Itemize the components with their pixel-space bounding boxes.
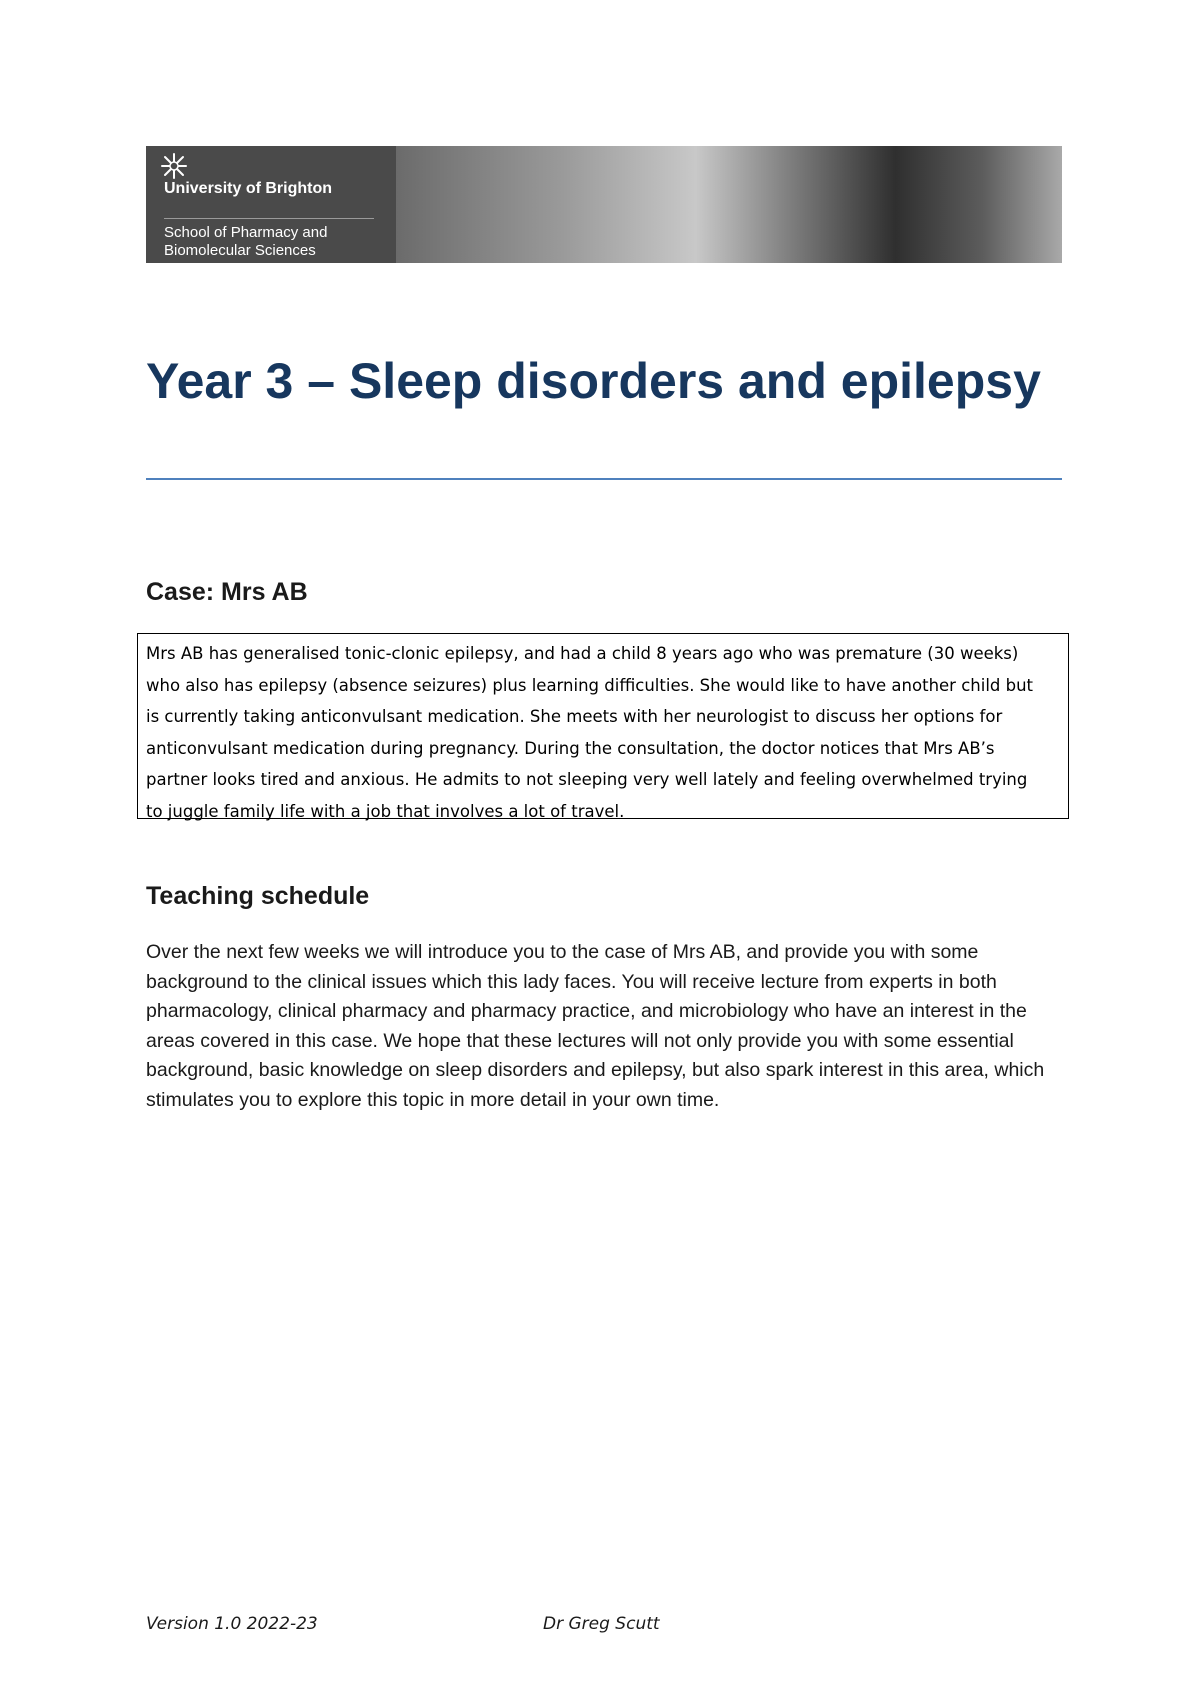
banner-logo-panel xyxy=(146,146,396,263)
header-banner xyxy=(146,146,1062,263)
teaching-schedule-text: Over the next few weeks we will introduce you to the case of Mrs AB, and provide you with some background to the clinical issues which this lady faces. You will receive lecture from experts in both pharmacology, clinical pharmacy and pharmacy practice, and microbiology who have an interest in the areas covered in this case. We hope that these lectures will not only provide you with some essential background, basic knowledge on sleep disorders and epilepsy, but also spark interest in this area, which stimulates you to explore this topic in more detail in your own time. xyxy=(146,941,1045,1111)
footer-author: Dr Greg Scutt xyxy=(543,1614,660,1634)
university-name: University of Brighton xyxy=(164,180,333,197)
school-name-line-1: School of Pharmacy and xyxy=(164,224,328,241)
banner-divider xyxy=(164,218,374,219)
teaching-schedule-heading: Teaching schedule xyxy=(146,882,370,910)
document-title: Year 3 – Sleep disorders and epilepsy xyxy=(146,353,1041,409)
pharmacy-photo xyxy=(396,146,1062,263)
case-heading: Case: Mrs AB xyxy=(146,578,308,606)
case-description: Mrs AB has generalised tonic-clonic epilepsy, and had a child 8 years ago who was premature (30 weeks) who also has epilepsy (absence seizures) plus learning difficulties. She would like to have another child but is currently taking anticonvulsant medication. She meets with her neurologist to discuss her options for anticonvulsant medication during pregnancy. During the consultation, the doctor notices that Mrs AB’s partner looks tired and anxious. He admits to not sleeping very well lately and feeling overwhelmed trying to juggle family life with a job that involves a lot of travel. xyxy=(146,644,1034,821)
title-underline xyxy=(146,478,1062,480)
university-logo-icon xyxy=(160,152,188,180)
footer-version: Version 1.0 2022-23 xyxy=(146,1614,318,1634)
school-name-line-2: Biomolecular Sciences xyxy=(164,242,316,259)
